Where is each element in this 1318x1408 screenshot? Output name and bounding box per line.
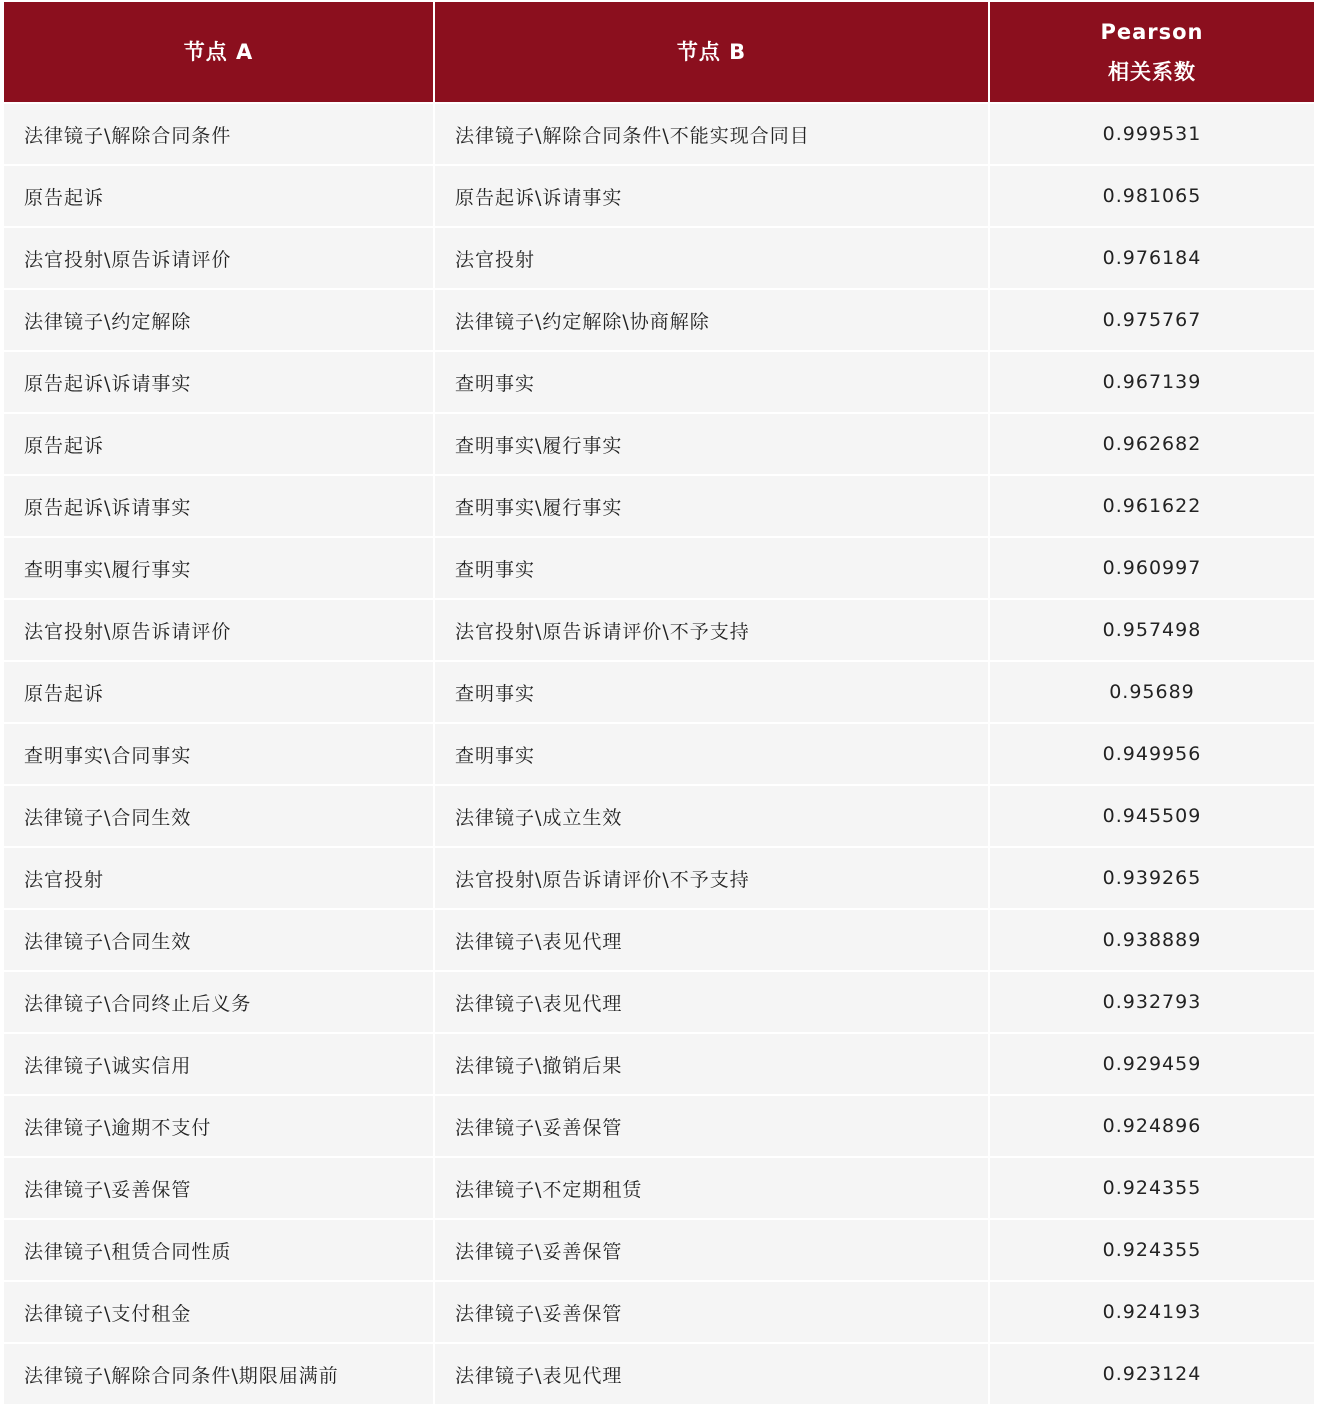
table-row xyxy=(4,475,1314,537)
pearson-cell: 0.949956 xyxy=(989,723,1314,785)
table-row xyxy=(4,723,1314,785)
node-b-cell: 法律镜子\妥善保管 xyxy=(434,1219,989,1281)
node-a-cell: 法官投射 xyxy=(4,847,434,909)
pearson-cell: 0.95689 xyxy=(989,661,1314,723)
table-row xyxy=(4,847,1314,909)
pearson-cell: 0.924896 xyxy=(989,1095,1314,1157)
node-b-cell: 查明事实 xyxy=(434,537,989,599)
node-a-cell: 法律镜子\合同生效 xyxy=(4,909,434,971)
node-b-cell: 查明事实 xyxy=(434,351,989,413)
node-b-cell: 查明事实 xyxy=(434,723,989,785)
header-pearson-line2: 相关系数 xyxy=(1108,60,1196,84)
node-a-cell: 原告起诉 xyxy=(4,661,434,723)
pearson-cell: 0.924193 xyxy=(989,1281,1314,1343)
table-body xyxy=(4,103,1314,1404)
header-node-b: 节点 B xyxy=(434,2,989,103)
node-a-cell: 法律镜子\约定解除 xyxy=(4,289,434,351)
node-b-cell: 法律镜子\约定解除\协商解除 xyxy=(434,289,989,351)
node-b-cell: 法官投射\原告诉请评价\不予支持 xyxy=(434,599,989,661)
node-a-cell: 原告起诉 xyxy=(4,165,434,227)
table-row xyxy=(4,661,1314,723)
pearson-cell: 0.976184 xyxy=(989,227,1314,289)
correlation-table-container xyxy=(4,2,1314,1404)
node-a-cell: 法官投射\原告诉请评价 xyxy=(4,599,434,661)
node-a-cell: 法律镜子\合同终止后义务 xyxy=(4,971,434,1033)
table-row xyxy=(4,165,1314,227)
table-row xyxy=(4,1281,1314,1343)
node-b-cell: 原告起诉\诉请事实 xyxy=(434,165,989,227)
node-b-cell: 法律镜子\撤销后果 xyxy=(434,1033,989,1095)
node-a-cell: 法律镜子\诚实信用 xyxy=(4,1033,434,1095)
node-a-cell: 法律镜子\租赁合同性质 xyxy=(4,1219,434,1281)
node-b-cell: 查明事实\履行事实 xyxy=(434,475,989,537)
node-a-cell: 法律镜子\解除合同条件\期限届满前 xyxy=(4,1343,434,1404)
table-header xyxy=(4,2,1314,103)
pearson-cell: 0.923124 xyxy=(989,1343,1314,1404)
pearson-cell: 0.962682 xyxy=(989,413,1314,475)
node-b-cell: 法律镜子\成立生效 xyxy=(434,785,989,847)
table-row xyxy=(4,289,1314,351)
node-a-cell: 法律镜子\合同生效 xyxy=(4,785,434,847)
node-a-cell: 法官投射\原告诉请评价 xyxy=(4,227,434,289)
node-b-cell: 法律镜子\妥善保管 xyxy=(434,1281,989,1343)
table-row xyxy=(4,537,1314,599)
table-row xyxy=(4,1219,1314,1281)
table-row xyxy=(4,785,1314,847)
header-node-a: 节点 A xyxy=(4,2,434,103)
pearson-cell: 0.999531 xyxy=(989,103,1314,165)
pearson-cell: 0.960997 xyxy=(989,537,1314,599)
node-a-cell: 法律镜子\妥善保管 xyxy=(4,1157,434,1219)
node-b-cell: 查明事实\履行事实 xyxy=(434,413,989,475)
node-b-cell: 法官投射 xyxy=(434,227,989,289)
table-row xyxy=(4,103,1314,165)
table-row xyxy=(4,971,1314,1033)
pearson-cell: 0.957498 xyxy=(989,599,1314,661)
node-b-cell: 法律镜子\表见代理 xyxy=(434,1343,989,1404)
table-row xyxy=(4,227,1314,289)
node-a-cell: 原告起诉\诉请事实 xyxy=(4,351,434,413)
pearson-cell: 0.929459 xyxy=(989,1033,1314,1095)
pearson-cell: 0.938889 xyxy=(989,909,1314,971)
table-row xyxy=(4,1095,1314,1157)
table-row xyxy=(4,599,1314,661)
pearson-cell: 0.945509 xyxy=(989,785,1314,847)
header-pearson-line1: Pearson xyxy=(1100,20,1204,44)
pearson-cell: 0.961622 xyxy=(989,475,1314,537)
node-a-cell: 原告起诉 xyxy=(4,413,434,475)
node-b-cell: 法律镜子\不定期租赁 xyxy=(434,1157,989,1219)
header-row xyxy=(4,2,1314,103)
node-b-cell: 法律镜子\妥善保管 xyxy=(434,1095,989,1157)
table-row xyxy=(4,413,1314,475)
table-row xyxy=(4,1343,1314,1404)
table-row xyxy=(4,351,1314,413)
pearson-cell: 0.967139 xyxy=(989,351,1314,413)
pearson-cell: 0.981065 xyxy=(989,165,1314,227)
node-a-cell: 法律镜子\解除合同条件 xyxy=(4,103,434,165)
table-row xyxy=(4,1033,1314,1095)
table-row xyxy=(4,1157,1314,1219)
node-b-cell: 法官投射\原告诉请评价\不予支持 xyxy=(434,847,989,909)
node-a-cell: 原告起诉\诉请事实 xyxy=(4,475,434,537)
pearson-cell: 0.924355 xyxy=(989,1157,1314,1219)
node-a-cell: 查明事实\履行事实 xyxy=(4,537,434,599)
node-a-cell: 查明事实\合同事实 xyxy=(4,723,434,785)
node-b-cell: 法律镜子\表见代理 xyxy=(434,909,989,971)
header-pearson xyxy=(989,2,1314,103)
correlation-table xyxy=(4,2,1314,1404)
pearson-cell: 0.924355 xyxy=(989,1219,1314,1281)
node-a-cell: 法律镜子\逾期不支付 xyxy=(4,1095,434,1157)
node-b-cell: 法律镜子\解除合同条件\不能实现合同目 xyxy=(434,103,989,165)
pearson-cell: 0.932793 xyxy=(989,971,1314,1033)
node-a-cell: 法律镜子\支付租金 xyxy=(4,1281,434,1343)
table-row xyxy=(4,909,1314,971)
node-b-cell: 法律镜子\表见代理 xyxy=(434,971,989,1033)
pearson-cell: 0.939265 xyxy=(989,847,1314,909)
node-b-cell: 查明事实 xyxy=(434,661,989,723)
pearson-cell: 0.975767 xyxy=(989,289,1314,351)
